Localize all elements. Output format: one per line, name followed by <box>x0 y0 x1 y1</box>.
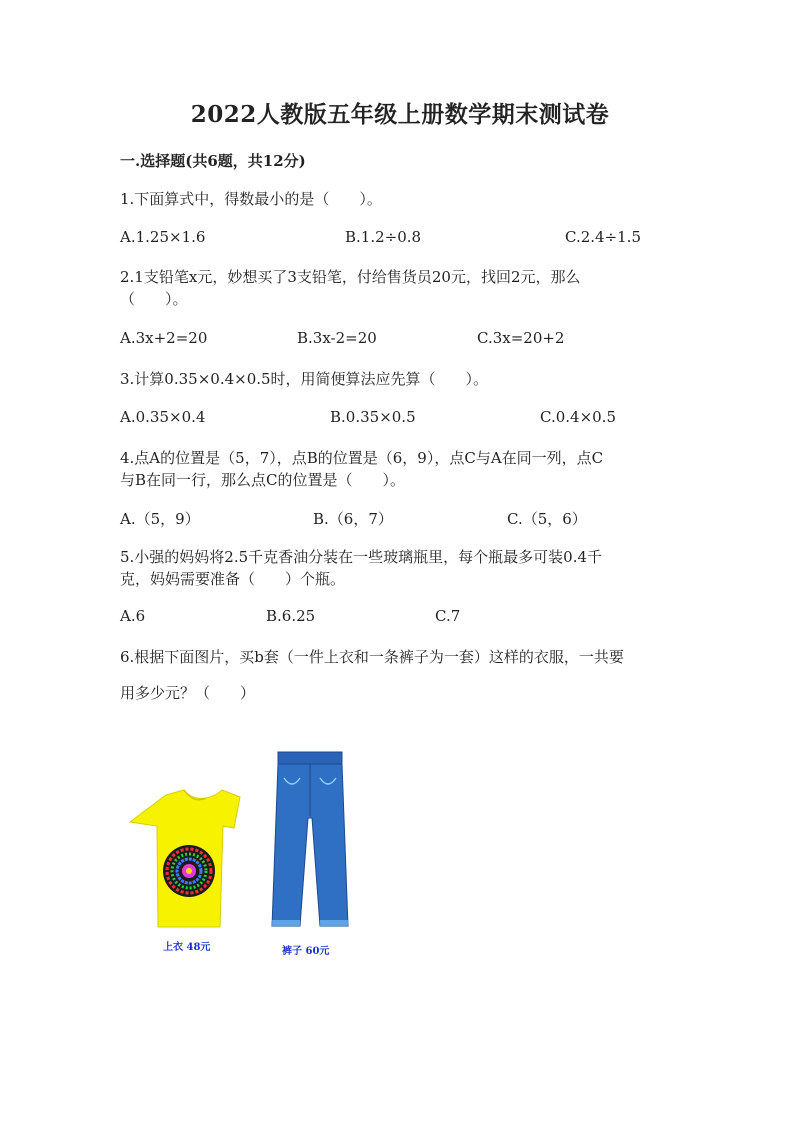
pants-price-caption: 裤子 60元 <box>282 946 330 957</box>
q4-option-b: B.（6，7） <box>313 510 393 528</box>
q5-option-b: B.6.25 <box>266 607 316 625</box>
q3-option-a: A.0.35×0.4 <box>120 408 206 426</box>
question-2-line-1: 2.1支铅笔x元，妙想买了3支铅笔，付给售货员20元，找回2元，那么 <box>120 268 581 286</box>
q4-option-c: C.（5，6） <box>507 510 587 528</box>
q2-option-a: A.3x+2=20 <box>120 329 208 347</box>
question-1: 1.下面算式中，得数最小的是（ ）。 <box>120 190 382 208</box>
clothing-illustration <box>126 748 376 933</box>
section-heading: 一.选择题(共6题，共12分) <box>120 152 306 170</box>
q5-option-a: A.6 <box>120 607 146 625</box>
question-2-line-2: （ ）。 <box>120 290 188 308</box>
q1-option-a: A.1.25×1.6 <box>120 228 206 246</box>
q1-option-c: C.2.4÷1.5 <box>565 228 641 246</box>
question-4-line-2: 与B在同一行，那么点C的位置是（ ）。 <box>120 471 406 489</box>
q5-option-c: C.7 <box>435 607 461 625</box>
question-4-line-1: 4.点A的位置是（5，7），点B的位置是（6，9），点C与A在同一列，点C <box>120 449 604 467</box>
question-3: 3.计算0.35×0.4×0.5时，用简便算法应先算（ ）。 <box>120 370 489 388</box>
page-title: 2022人教版五年级上册数学期末测试卷 <box>190 101 610 128</box>
question-6-line-1: 6.根据下面图片，买b套（一件上衣和一条裤子为一套）这样的衣服，一共要 <box>120 648 624 666</box>
question-5-line-2: 克，妈妈需要准备（ ）个瓶。 <box>120 570 346 588</box>
shirt-price-caption: 上衣 48元 <box>163 942 211 953</box>
clothing-figure <box>126 748 376 963</box>
q4-option-a: A.（5，9） <box>120 510 200 528</box>
q1-option-b: B.1.2÷0.8 <box>345 228 422 246</box>
jeans-image <box>272 752 348 926</box>
q2-option-b: B.3x-2=20 <box>297 329 377 347</box>
q2-option-c: C.3x=20+2 <box>477 329 565 347</box>
question-6-line-2: 用多少元？（ ） <box>120 684 256 702</box>
tshirt-image <box>130 790 240 927</box>
question-5-line-1: 5.小强的妈妈将2.5千克香油分装在一些玻璃瓶里，每个瓶最多可装0.4千 <box>120 548 603 566</box>
q3-option-b: B.0.35×0.5 <box>330 408 416 426</box>
q3-option-c: C.0.4×0.5 <box>540 408 616 426</box>
